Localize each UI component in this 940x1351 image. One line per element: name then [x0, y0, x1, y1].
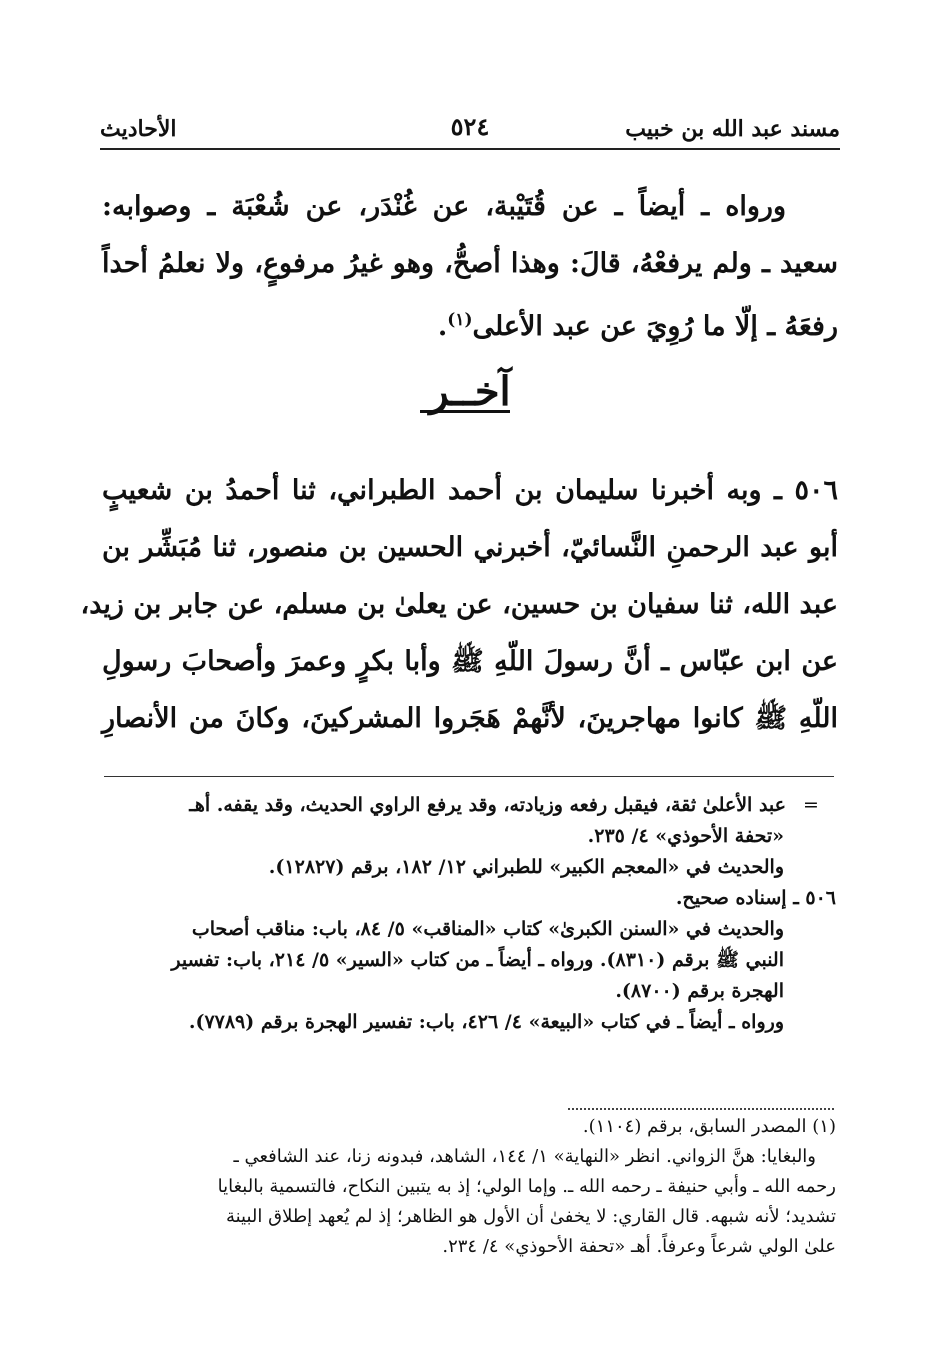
footnotes [104, 1112, 836, 1262]
hadith-506 [80, 462, 838, 747]
page-number: ٥٢٤ [450, 112, 490, 141]
text-line: أبو عبد الرحمنِ النَّسائيّ، أخبرني الحسين بن منصور، ثنا مُبَشِّر بن [102, 532, 838, 563]
text-line: عن ابن عبّاس ـ أنَّ رسولَ اللّهِ ﷺ وأبا بكرٍ وعمرَ وأصحابَ رسولِ [102, 646, 838, 677]
footnote-line: علىٰ الولي شرعاً وعرفاً. أهـ «تحفة الأحوذي» ٤/ ٢٣٤. [442, 1236, 836, 1257]
note-line: ورواه ـ أيضاً ـ في كتاب «البيعة» ٤/ ٤٢٦، باب: تفسير الهجرة برقم (٧٧٨٩). [188, 1011, 784, 1033]
note-line: النبي ﷺ برقم (٨٣١٠). ورواه ـ أيضاً ـ من كتاب «السير» ٥/ ٢١٤، باب: تفسير [171, 949, 784, 971]
commentary-notes [104, 790, 836, 1038]
text-line: ورواه ـ أيضاً ـ عن قُتَيْبة، عن غُنْدَر، عن شُعْبَة ـ وصوابه: [102, 191, 786, 222]
note-line: «تحفة الأحوذي» ٤/ ٢٣٥. [587, 825, 784, 847]
heading-underline [420, 410, 510, 413]
footnote-marker: (١) [447, 310, 473, 330]
text-line: سعيد ـ ولم يرفعْهُ، قالَ: وهذا أصحُّ، وهو غيرُ مرفوعٍ، ولا نعلمُ أحداً [102, 248, 838, 279]
text-line-body: رفعَهُ ـ إلّا ما رُوِيَ عن عبد الأعلى [472, 311, 838, 342]
section-title: الأحاديث [100, 116, 177, 142]
header-rule [100, 148, 840, 150]
note-line: ٥٠٦ ـ إسناده صحيح. [675, 887, 836, 909]
footnote-separator [568, 1108, 834, 1110]
note-line [104, 790, 836, 821]
continuation-mark: = [803, 794, 819, 816]
notes-separator [104, 776, 834, 777]
running-header [100, 108, 840, 148]
note-text: عبد الأعلىٰ ثقة، فيقبل رفعه وزيادته، وقد يرفع الراوي الحديث، وقد يقفه. أهـ [189, 794, 786, 816]
text-line: اللّهِ ﷺ كانوا مهاجرينَ، لأنَّهمْ هَجَروا المشركينَ، وكانَ من الأنصارِ [102, 703, 838, 734]
paragraph-continuation [102, 178, 838, 355]
section-heading: آخــر [429, 368, 511, 415]
footnote-line: تشديد؛ لأنه شبهه. قال القاري: لا يخفىٰ أن الأول هو الظاهر؛ إذ لم يُعهد إطلاق البينة [225, 1206, 836, 1227]
footnote-line: رحمه الله ـ وأبي حنيفة ـ رحمه الله ـ. وإما الولي؛ إذ به يتبين النكاح، فالتسمية بالبغايا [217, 1176, 836, 1197]
text-line: عبد الله، ثنا سفيان بن حسين، عن يعلىٰ بن مسلم، عن جابر بن زيد، [80, 589, 838, 620]
note-line: والحديث في «السنن الكبرىٰ» كتاب «المناقب» ٥/ ٨٤، باب: مناقب أصحاب [191, 918, 784, 940]
footnote-line: والبغايا: هنَّ الزواني. انظر «النهاية» ١/ ١٤٤، الشاهد، فبدونه زنا، عند الشافعي ـ [233, 1146, 816, 1167]
line-period: . [437, 311, 448, 342]
footnote-line: (١) المصدر السابق، برقم (١١٠٤). [582, 1116, 836, 1137]
book-title: مسند عبد الله بن خبيب [625, 116, 840, 142]
note-line: والحديث في «المعجم الكبير» للطبراني ١٢/ ١٨٢، برقم (١٢٨٢٧). [268, 856, 784, 878]
note-line: الهجرة برقم (٨٧٠٠). [615, 980, 784, 1002]
text-line [102, 292, 838, 355]
text-line: ٥٠٦ ـ وبه أخبرنا سليمان بن أحمد الطبراني، ثنا أحمدُ بن شعيبٍ [102, 475, 838, 506]
